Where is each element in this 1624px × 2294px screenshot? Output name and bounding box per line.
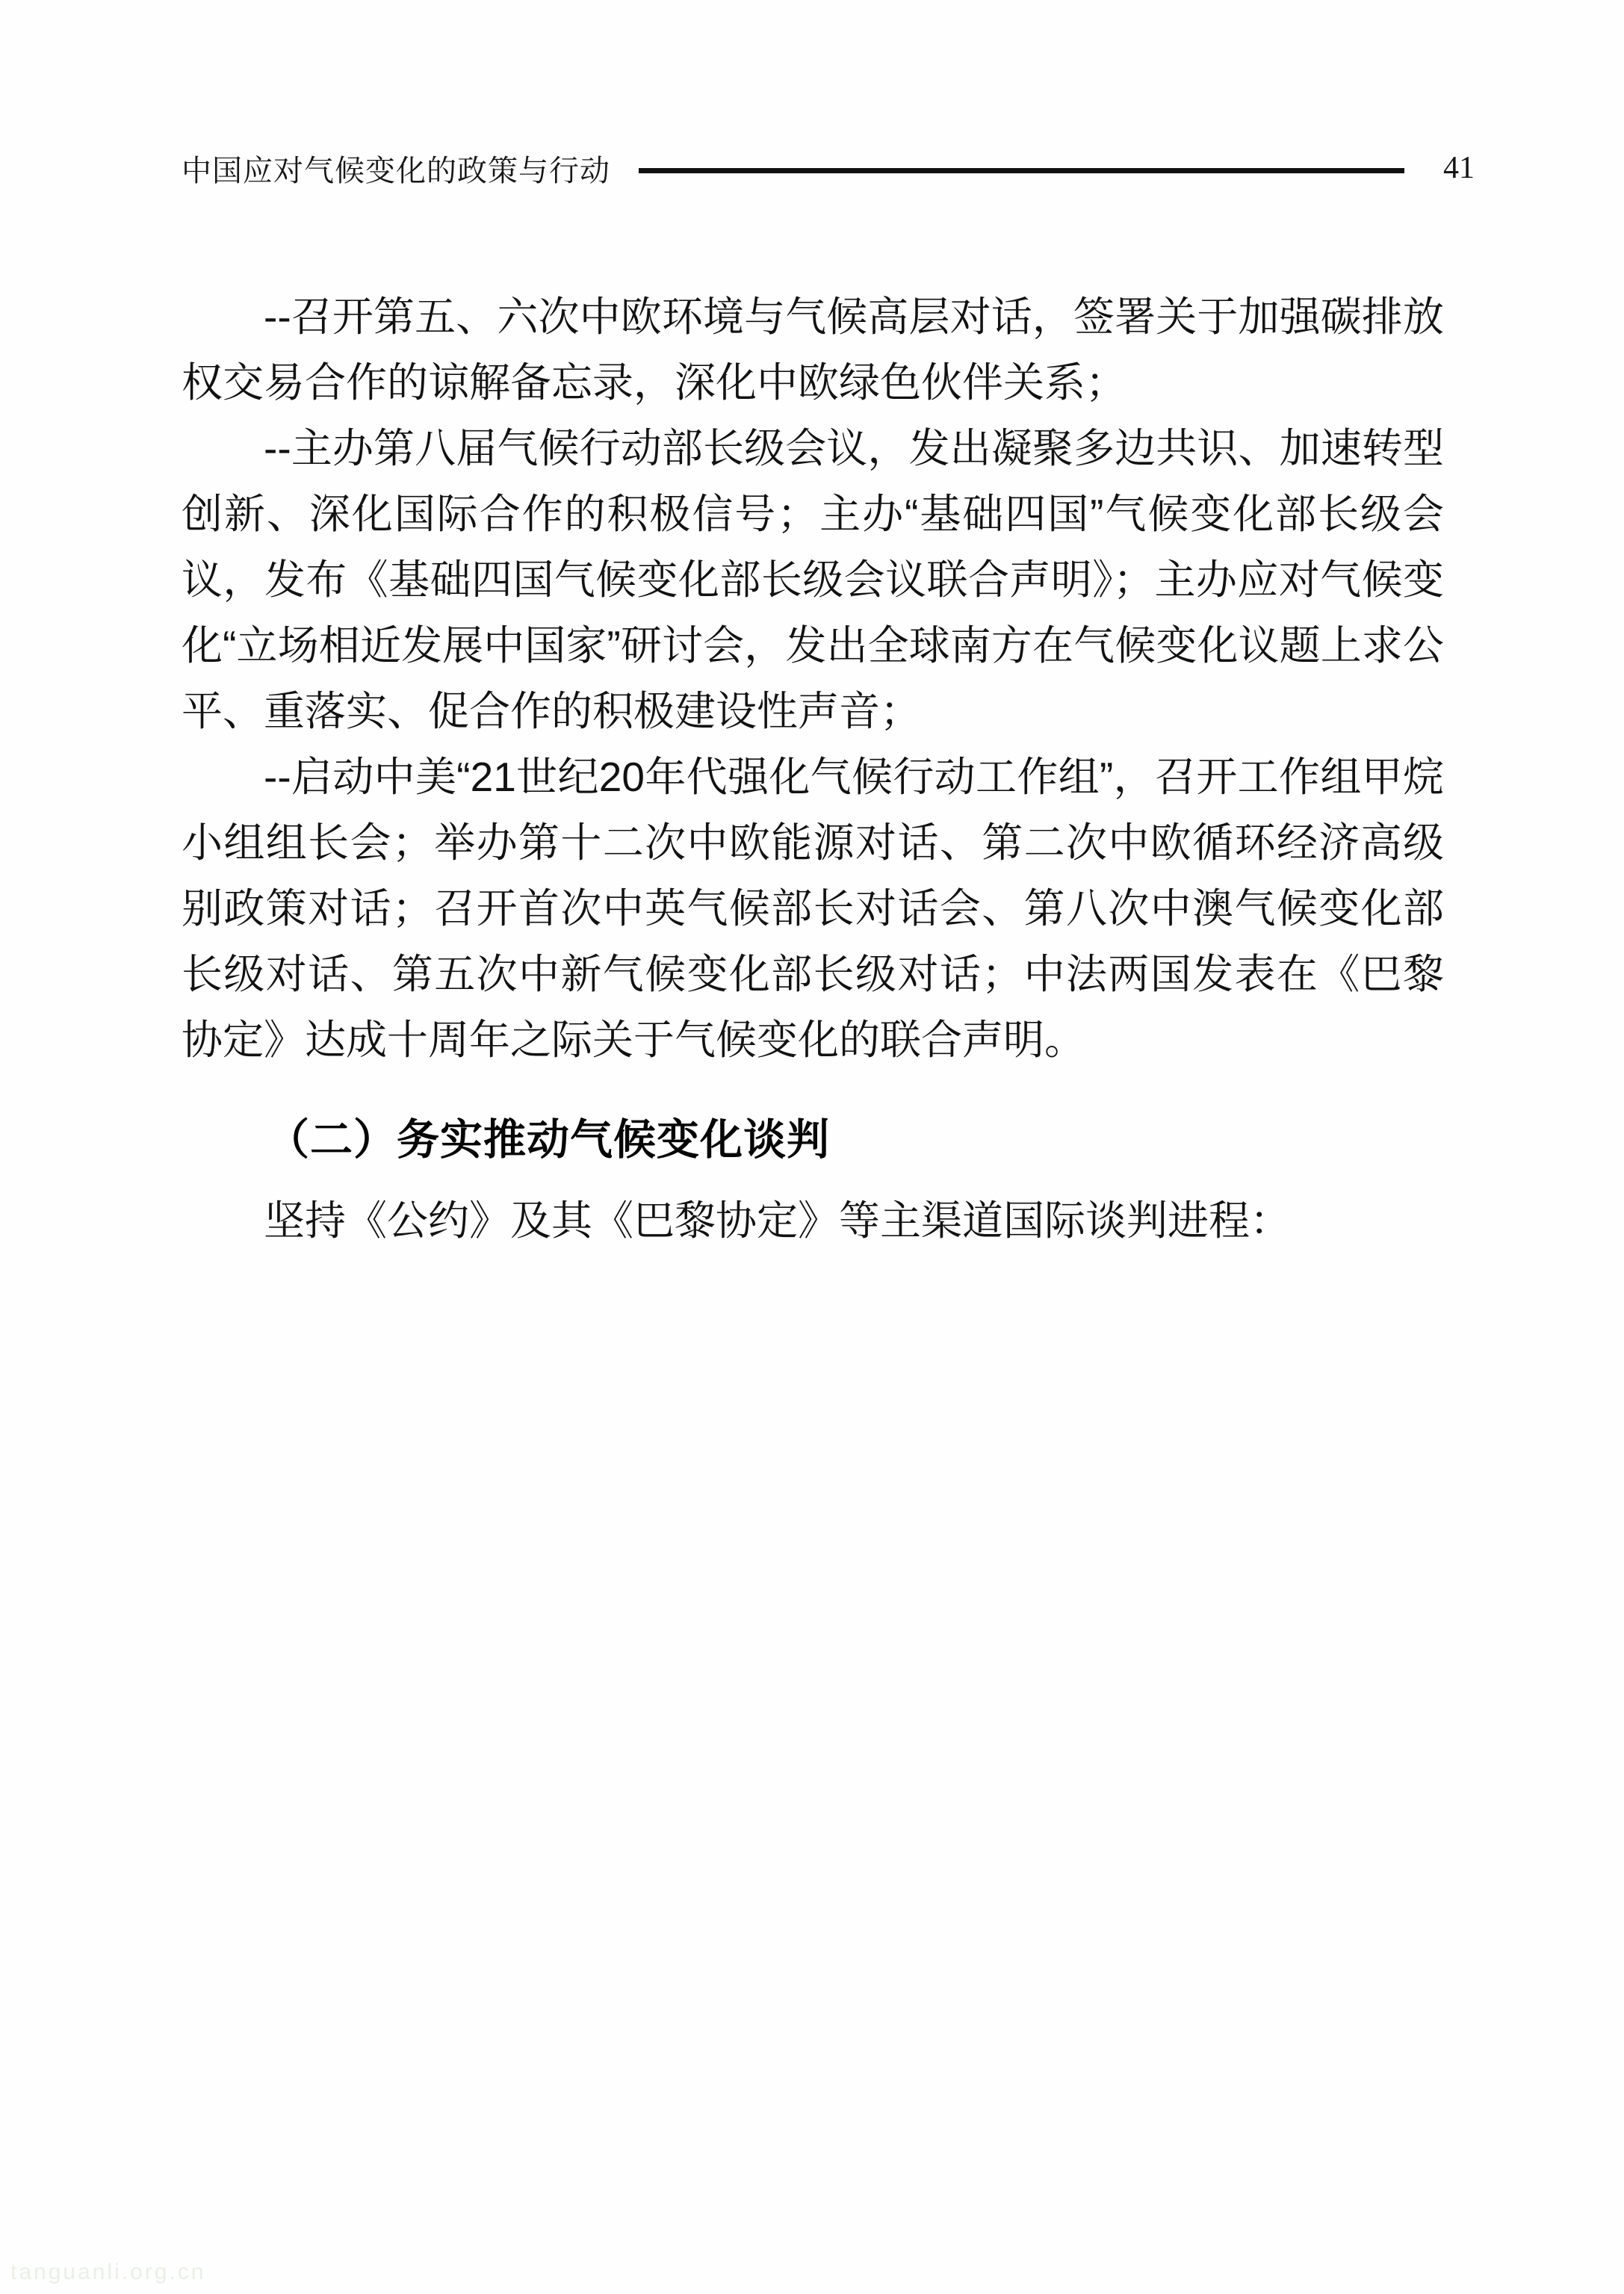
body-text-column — [182, 284, 1444, 1253]
header-divider-rule — [639, 168, 1404, 173]
section-heading: （二）务实推动气候变化谈判 — [267, 1116, 830, 1164]
body-paragraph: --主办第八届气候行动部长级会议，发出凝聚多边共识、加速转型创新、深化国际合作的积极信号；主办“基础四国”气候变化部长级会议，发布《基础四国气候变化部长级会议联合声明》；主办应对气候变化“立场相近发展中国家”研讨会，发出全球南方在气候变化议题上求公平、重落实、促合作的积极建设性声音； — [182, 425, 1444, 734]
running-title: 中国应对气候变化的政策与行动 — [182, 154, 610, 187]
page-running-header — [182, 139, 1475, 197]
site-watermark: tanguanli.org.cn — [10, 2260, 206, 2284]
body-paragraph: 坚持《公约》及其《巴黎协定》等主渠道国际谈判进程： — [264, 1197, 1292, 1244]
page-number: 41 — [1443, 151, 1475, 185]
body-paragraph: --召开第五、六次中欧环境与气候高层对话，签署关于加强碳排放权交易合作的谅解备忘录，深化中欧绿色伙伴关系； — [182, 294, 1444, 406]
body-paragraph: --启动中美“21世纪20年代强化气候行动工作组”，召开工作组甲烷小组组长会；举办第十二次中欧能源对话、第二次中欧循环经济高级别政策对话；召开首次中英气候部长对话会、第八次中澳气候变化部长级对话、第五次中新气候变化部长级对话；中法两国发表在《巴黎协定》达成十周年之际关于气候变化的联合声明。 — [182, 754, 1444, 1063]
